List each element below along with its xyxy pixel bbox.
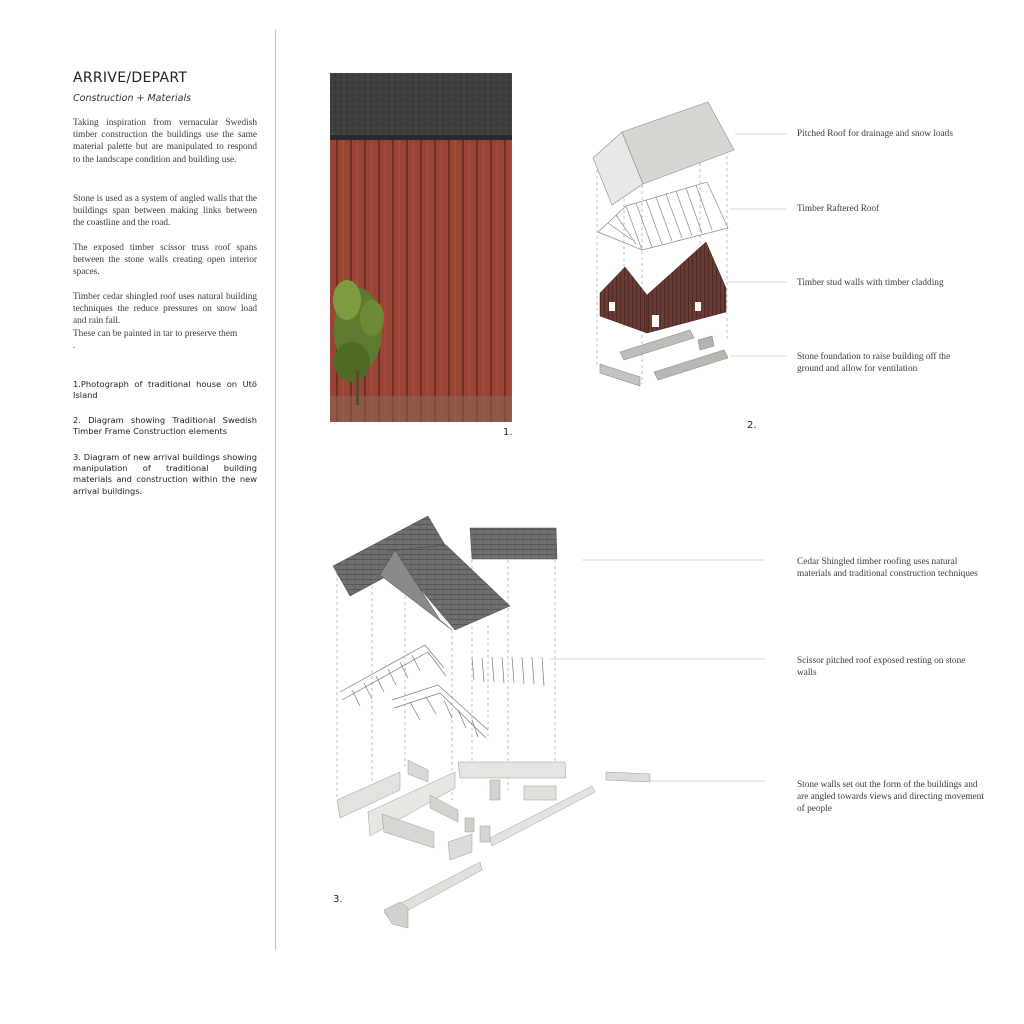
scissor-trusses bbox=[340, 645, 544, 738]
caption-3: 3. Diagram of new arrival buildings showing manipulation of traditional building materials and construction within the new arrival buildings. bbox=[73, 452, 257, 496]
label-cedar-shingles: Cedar Shingled timber roofing uses natural materials and traditional construction techniques bbox=[797, 557, 978, 580]
pitched-roof-element bbox=[593, 102, 734, 205]
label-stone-foundation: Stone foundation to raise building off the ground and allow for ventilation bbox=[797, 352, 951, 375]
caption-1: 1.Photograph of traditional house on Utö Island bbox=[73, 379, 257, 401]
fig2-exploded-house bbox=[593, 102, 787, 386]
intro-paragraph: Taking inspiration from vernacular Swedish timber construction the buildings use the same material palette but are manipulated to respond to the landscape condition and building use. bbox=[73, 118, 257, 165]
page-title: ARRIVE/DEPART bbox=[73, 70, 188, 86]
fig2-number: 2. bbox=[747, 420, 757, 431]
tar-paragraph: These can be painted in tar to preserve them bbox=[73, 329, 238, 339]
label-raftered-roof: Timber Raftered Roof bbox=[797, 204, 880, 214]
caption-2: 2. Diagram showing Traditional Swedish Timber Frame Construction elements bbox=[73, 415, 257, 437]
label-scissor-roof: Scissor pitched roof exposed resting on stone walls bbox=[797, 656, 966, 679]
fig3-exploded-arrival-buildings bbox=[333, 516, 765, 928]
truss-paragraph: The exposed timber scissor truss roof spans between the stone walls creating open interior spaces. bbox=[73, 243, 257, 278]
label-timber-walls: Timber stud walls with timber cladding bbox=[797, 278, 944, 288]
stone-paragraph: Stone is used as a system of angled walls that the buildings span between making links between the coastline and the road. bbox=[73, 194, 257, 229]
fig3-number: 3. bbox=[333, 894, 343, 905]
roof-paragraph: Timber cedar shingled roof uses natural building techniques the reduce pressures on snow load and rain fall. bbox=[73, 292, 257, 327]
timber-wall-element bbox=[600, 242, 726, 333]
cedar-shingle-roofs bbox=[333, 516, 557, 630]
label-pitched-roof: Pitched Roof for drainage and snow loads bbox=[797, 129, 953, 139]
stone-foundation-element bbox=[600, 330, 728, 386]
label-stone-walls: Stone walls set out the form of the buildings and are angled towards views and directing movement of people bbox=[797, 780, 984, 815]
stray-dot: . bbox=[73, 341, 76, 351]
barn-photograph bbox=[330, 73, 512, 422]
page-subtitle: Construction + Materials bbox=[73, 93, 192, 104]
stone-walls bbox=[337, 760, 650, 928]
fig1-number: 1. bbox=[503, 427, 513, 438]
